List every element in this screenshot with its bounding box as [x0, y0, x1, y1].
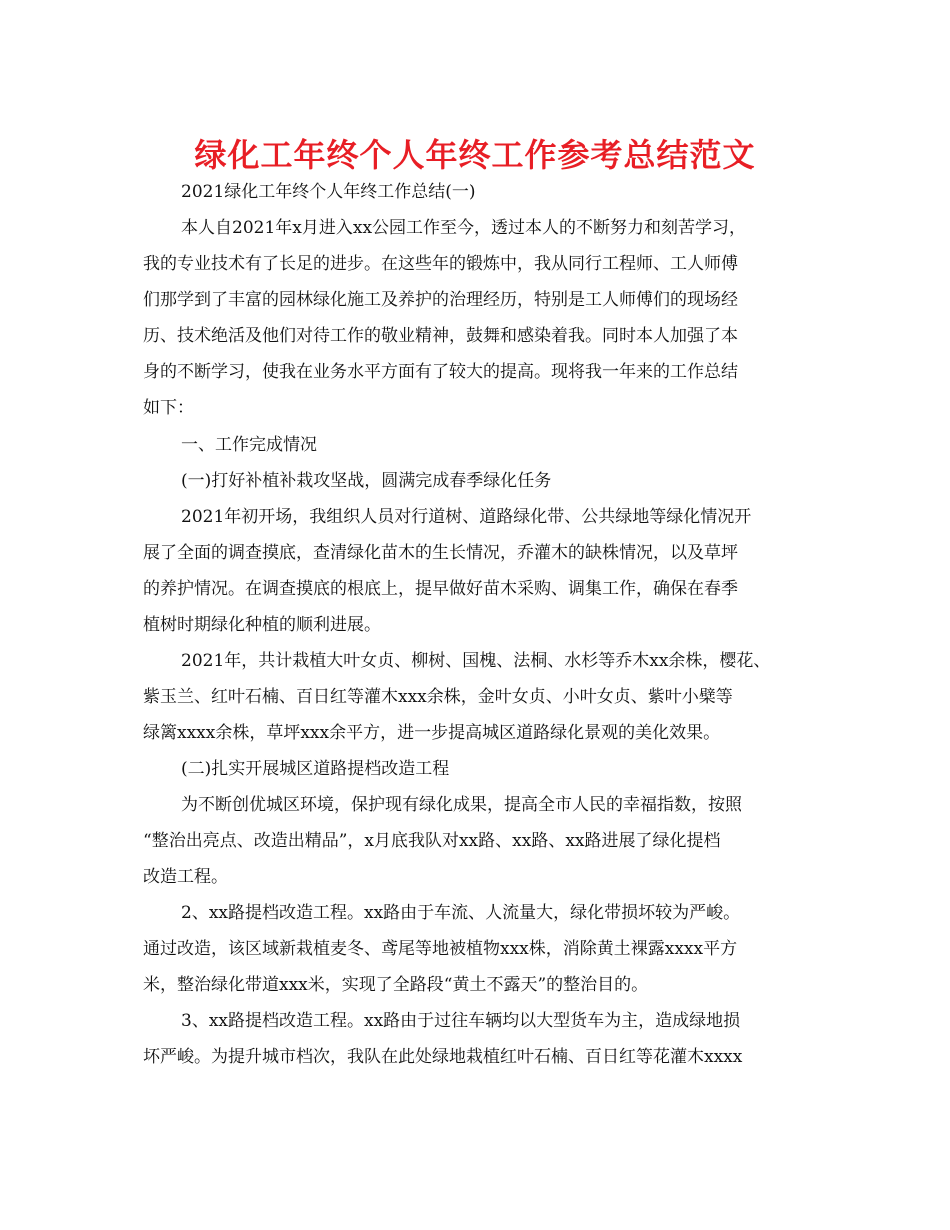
subsection-heading: (二)扎实开展城区道路提档改造工程	[181, 759, 450, 779]
body-line: 2、xx路提档改造工程。xx路由于车流、人流量大，绿化带损坏较为严峻。	[181, 903, 741, 923]
body-line: 3、xx路提档改造工程。xx路由于过往车辆均以大型货车为主，造成绿地损	[181, 1011, 741, 1031]
body-line: 的养护情况。在调查摸底的根底上，提早做好苗木采购、调集工作，确保在春季	[143, 579, 738, 599]
body-line: 2021年初开场，我组织人员对行道树、道路绿化带、公共绿地等绿化情况开	[181, 507, 752, 527]
body-line: 本人自2021年x月进入xx公园工作至今，透过本人的不断努力和刻苦学习，	[181, 218, 747, 238]
body-line: 为不断创优城区环境，保护现有绿化成果，提高全市人民的幸福指数，按照	[181, 795, 742, 815]
body-line: 2021年，共计栽植大叶女贞、柳树、国槐、法桐、水杉等乔木xx余株，樱花、	[181, 651, 771, 671]
body-line: 身的不断学习，使我在业务水平方面有了较大的提高。现将我一年来的工作总结	[143, 362, 738, 382]
subtitle-line: 2021绿化工年终个人年终工作总结(一)	[181, 182, 476, 202]
subsection-heading: (一)打好补植补栽攻坚战，圆满完成春季绿化任务	[181, 471, 552, 491]
body-line: 通过改造，该区域新栽植麦冬、鸢尾等地被植物xxx株，消除黄土裸露xxxx平方	[143, 939, 738, 959]
body-line: 紫玉兰、红叶石楠、百日红等灌木xxx余株，金叶女贞、小叶女贞、紫叶小檗等	[143, 687, 733, 707]
body-line: 历、技术绝活及他们对待工作的敬业精神，鼓舞和感染着我。同时本人加强了本	[143, 326, 738, 346]
body-line: “整治出亮点、改造出精品”，x月底我队对xx路、xx路、xx路进展了绿化提档	[143, 831, 721, 851]
document-title: 绿化工年终个人年终工作参考总结范文	[194, 136, 756, 174]
body-line: 植树时期绿化种植的顺利进展。	[143, 615, 381, 635]
body-line: 坏严峻。为提升城市档次，我队在此处绿地栽植红叶石楠、百日红等花灌木xxxx	[143, 1047, 743, 1067]
body-line: 们那学到了丰富的园林绿化施工及养护的治理经历，特别是工人师傅们的现场经	[143, 290, 738, 310]
body-line: 如下：	[143, 398, 194, 418]
section-heading: 一、工作完成情况	[181, 435, 317, 455]
body-line: 绿篱xxxx余株，草坪xxx余平方，进一步提高城区道路绿化景观的美化效果。	[143, 723, 721, 743]
body-line: 我的专业技术有了长足的进步。在这些年的锻炼中，我从同行工程师、工人师傅	[143, 254, 738, 274]
body-line: 展了全面的调查摸底，查清绿化苗木的生长情况，乔灌木的缺株情况，以及草坪	[143, 543, 738, 563]
body-line: 米，整治绿化带道xxx米，实现了全路段“黄土不露天”的整治目的。	[143, 975, 649, 995]
body-line: 改造工程。	[143, 867, 228, 887]
